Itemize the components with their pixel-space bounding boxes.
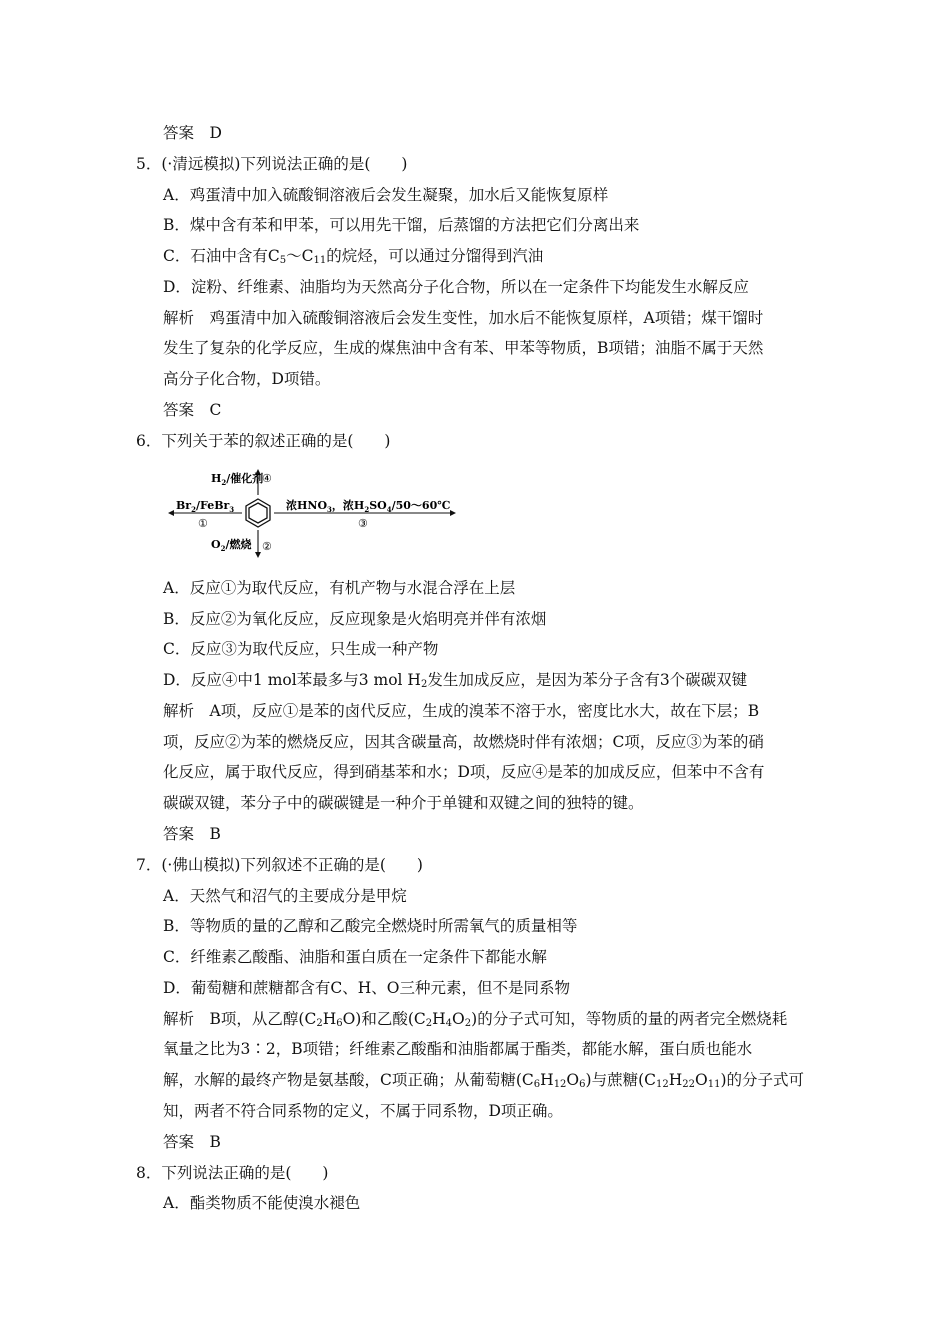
label-h2-catalyst: $H_2/$催化剂: [211, 472, 264, 487]
question-6-option-d: D．反应④中1 mol苯最多与3 mol $H_2$发生加成反应，是因为苯分子含有3个碳碳双键: [163, 671, 748, 690]
label-o2-combustion: $O_2/$燃烧: [211, 538, 252, 553]
question-6-explanation-3: 化反应，属于取代反应，得到硝基苯和水；D项，反应④是苯的加成反应，但苯中不含有: [163, 763, 765, 781]
label-nitration-conditions: 浓$HNO_3$，浓$H_2SO_4/50\sim 60℃$: [286, 499, 451, 514]
question-5-explanation-1: 解析 鸡蛋清中加入硫酸铜溶液后会发生变性，加水后不能恢复原样，A项错；煤干馏时: [163, 309, 764, 327]
question-5-explanation-2: 发生了复杂的化学反应，生成的煤焦油中含有苯、甲苯等物质，B项错；油脂不属于天然: [163, 339, 764, 357]
question-6-option-c: C．反应③为取代反应，只生成一种产物: [163, 640, 439, 658]
question-6-explanation-4: 碳碳双键，苯分子中的碳碳键是一种介于单键和双键之间的独特的键。: [163, 794, 644, 812]
question-7-explanation-3: 解，水解的最终产物是氨基酸，C项正确；从葡萄糖$(C_6H_{12}O_6)$与蔗糖$(C_{12}H_{22}O_{11})$的分子式可: [163, 1071, 804, 1090]
answer-7: 答案 B: [163, 1133, 221, 1151]
label-reaction-2: ②: [262, 540, 272, 553]
label-reaction-3: ③: [358, 517, 368, 530]
question-6-option-b: B．反应②为氧化反应，反应现象是火焰明亮并伴有浓烟: [163, 610, 547, 628]
question-7-option-c: C．纤维素乙酸酯、油脂和蛋白质在一定条件下都能水解: [163, 948, 547, 966]
question-8: 8．下列说法正确的是( ): [136, 1164, 329, 1182]
label-reaction-4: ④: [262, 472, 272, 485]
label-br2-febr3: $Br_2/FeBr_3$: [176, 499, 235, 514]
question-5-option-a: A．鸡蛋清中加入硫酸铜溶液后会发生凝聚，加水后又能恢复原样: [163, 186, 609, 204]
question-7-explanation-1: 解析 B项，从乙醇$(C_2H_6O)$和乙酸$(C_2H_4O_2)$的分子式可知，等物质的量的两者完全燃烧耗: [163, 1010, 788, 1029]
question-7-option-a: A．天然气和沼气的主要成分是甲烷: [163, 887, 407, 905]
question-5-option-c: C．石油中含有$C_5\sim C_{11}$的烷烃，可以通过分馏得到汽油: [163, 247, 544, 266]
label-reaction-1: ①: [198, 517, 208, 530]
benzene-reaction-diagram: [168, 466, 468, 560]
question-7-option-b: B．等物质的量的乙醇和乙酸完全燃烧时所需氧气的质量相等: [163, 917, 578, 935]
benzene-ring: [246, 499, 270, 527]
question-7: 7．(·佛山模拟)下列叙述不正确的是( ): [136, 856, 423, 874]
question-6-explanation-2: 项，反应②为苯的燃烧反应，因其含碳量高，故燃烧时伴有浓烟；C项，反应③为苯的硝: [163, 733, 764, 751]
question-5-option-d: D．淀粉、纤维素、油脂均为天然高分子化合物，所以在一定条件下均能发生水解反应: [163, 278, 749, 296]
answer-5: 答案 C: [163, 401, 222, 419]
question-6-explanation-1: 解析 A项，反应①是苯的卤代反应，生成的溴苯不溶于水，密度比水大，故在下层；B: [163, 702, 760, 720]
question-7-option-d: D．葡萄糖和蔗糖都含有C、H、O三种元素，但不是同系物: [163, 979, 571, 997]
answer-4: 答案 D: [163, 124, 222, 142]
answer-6: 答案 B: [163, 825, 221, 843]
question-7-explanation-2: 氧量之比为3∶2，B项错；纤维素乙酸酯和油脂都属于酯类，都能水解，蛋白质也能水: [163, 1040, 753, 1058]
question-6: 6．下列关于苯的叙述正确的是( ): [136, 432, 391, 450]
question-6-option-a: A．反应①为取代反应，有机产物与水混合浮在上层: [163, 579, 516, 597]
question-8-option-a: A．酯类物质不能使溴水褪色: [163, 1194, 361, 1212]
question-5: 5．(·清远模拟)下列说法正确的是( ): [136, 155, 408, 173]
question-5-explanation-3: 高分子化合物，D项错。: [163, 370, 331, 388]
question-5-option-b: B．煤中含有苯和甲苯，可以用先干馏，后蒸馏的方法把它们分离出来: [163, 216, 640, 234]
question-7-explanation-4: 知，两者不符合同系物的定义，不属于同系物，D项正确。: [163, 1102, 563, 1120]
